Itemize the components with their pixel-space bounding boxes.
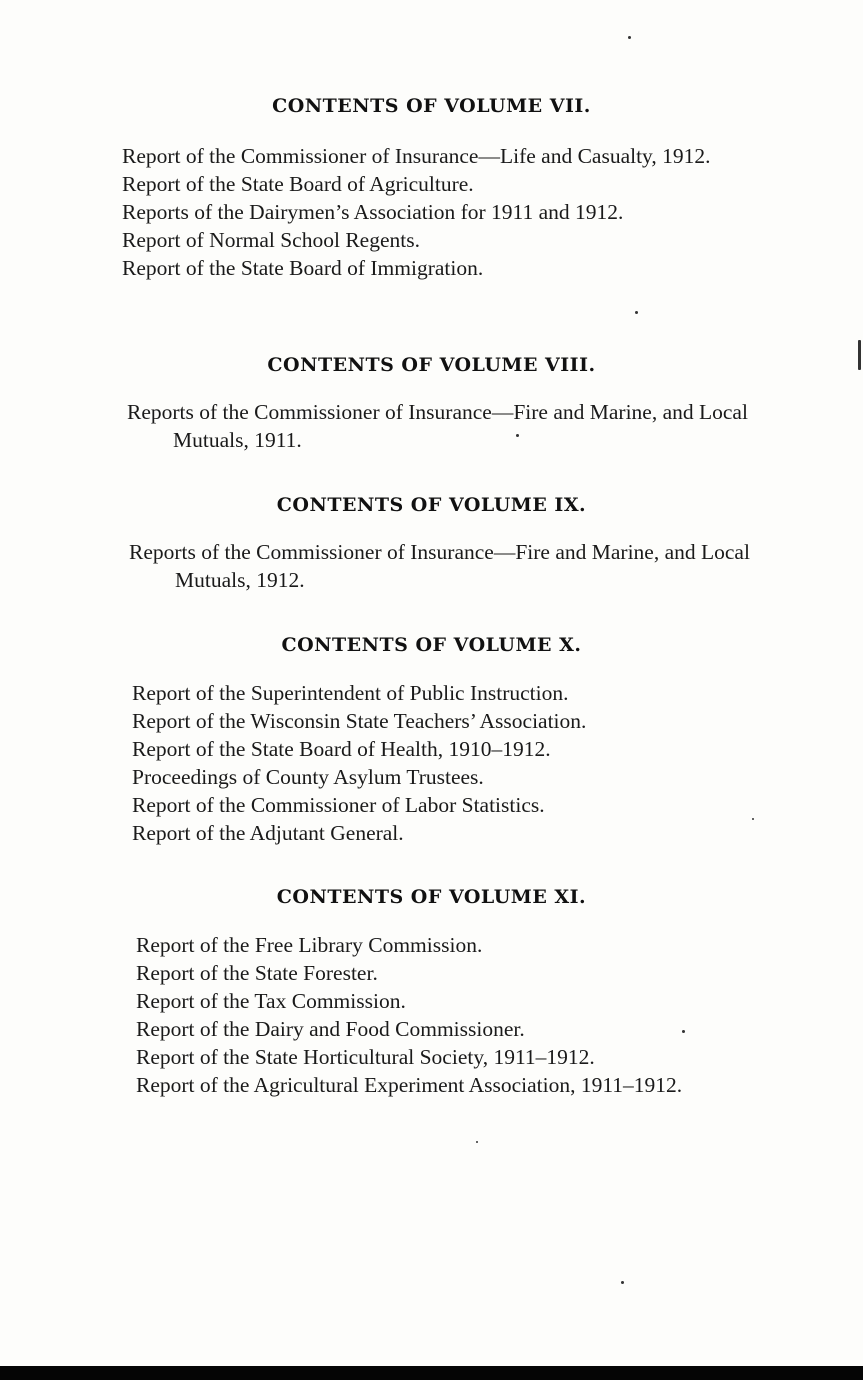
volume-entry-list [122,142,782,282]
volume-entry: Report of the State Board of Health, 1910–1912. [132,737,551,761]
volume-entry: Report of the State Board of Immigration. [122,256,484,280]
volume-entry: Proceedings of County Asylum Trustees. [132,765,484,789]
volume-heading: CONTENTS OF VOLUME IX. [276,494,587,516]
volume-entry-list [136,931,786,1099]
volume-heading: CONTENTS OF VOLUME VII. [272,95,591,117]
volume-entry: Report of the Commissioner of Labor Statistics. [132,793,545,817]
volume-entry: Report of the Tax Commission. [136,989,406,1013]
scan-speck [635,311,638,314]
scan-speck [621,1281,624,1284]
volume-entry: Reports of the Commissioner of Insurance—Fire and Marine, and Local Mutuals, 1911. [127,400,748,452]
volume-entry: Report of the Dairy and Food Commissioner. [136,1017,525,1041]
volume-entry: Report of the Agricultural Experiment Association, 1911–1912. [136,1073,683,1097]
scan-edge-bar [0,1366,863,1380]
scan-speck [476,1141,478,1143]
scan-speck [752,818,754,820]
scan-speck [682,1030,685,1033]
volume-entry: Report of the State Forester. [136,961,378,985]
volume-entry: Reports of the Dairymen’s Association for 1911 and 1912. [122,200,624,224]
volume-entry-list [127,398,787,454]
volume-entry-list [129,538,789,594]
volume-entry: Report of the Wisconsin State Teachers’ Association. [132,709,587,733]
volume-entry: Report of the State Horticultural Society, 1911–1912. [136,1045,595,1069]
volume-entry-list [132,679,772,847]
scan-speck [516,434,519,437]
volume-heading: CONTENTS OF VOLUME VIII. [267,354,596,376]
volume-entry: Report of the Commissioner of Insurance—Life and Casualty, 1912. [122,144,711,168]
scan-speck [858,340,861,370]
volume-entry: Report of the State Board of Agriculture. [122,172,474,196]
volume-entry: Report of the Adjutant General. [132,821,404,845]
volume-entry: Reports of the Commissioner of Insurance—Fire and Marine, and Local Mutuals, 1912. [129,540,750,592]
volume-entry: Report of the Superintendent of Public Instruction. [132,681,569,705]
volume-entry: Report of the Free Library Commission. [136,933,483,957]
volume-heading: CONTENTS OF VOLUME XI. [276,886,587,908]
scan-speck [628,36,631,39]
volume-heading: CONTENTS OF VOLUME X. [281,634,582,656]
volume-entry: Report of Normal School Regents. [122,228,420,252]
